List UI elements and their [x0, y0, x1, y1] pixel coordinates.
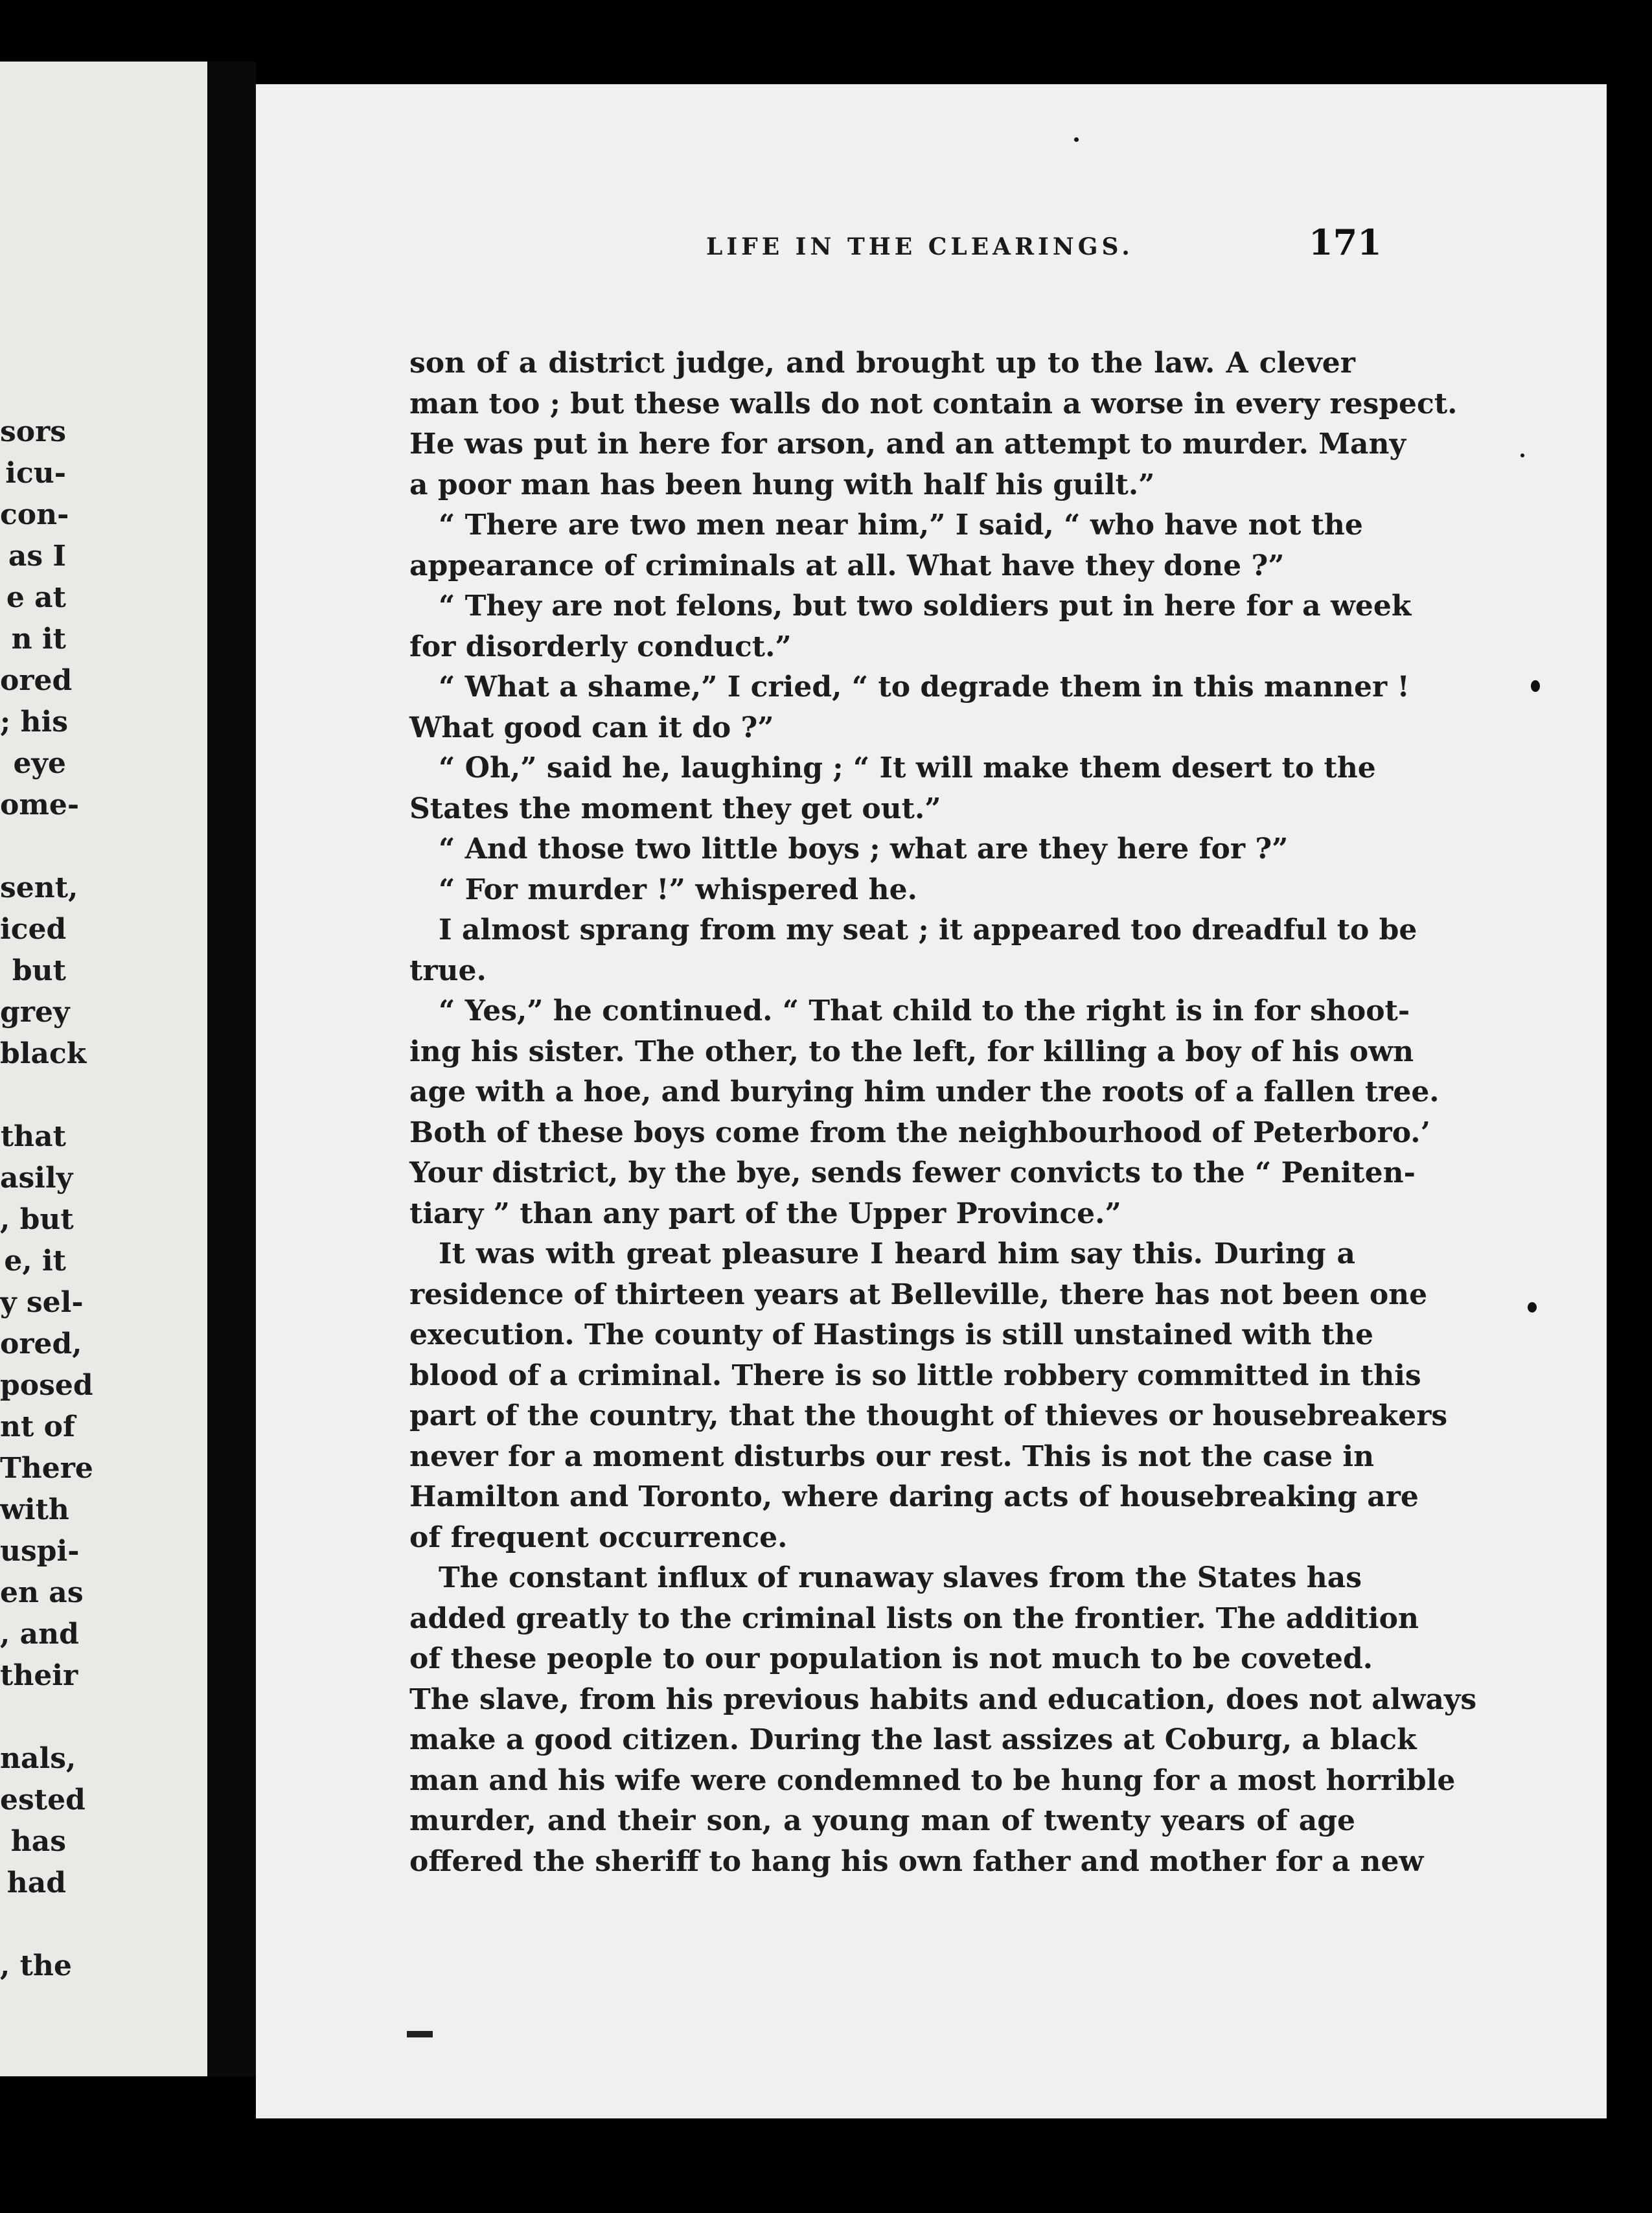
ink-mark: [407, 2031, 433, 2037]
left-fragment-line: [0, 826, 66, 867]
text-line: of these people to our population is not much to be coveted.: [409, 1642, 1373, 1675]
left-fragment-line: black: [0, 1037, 87, 1070]
text-line: Both of these boys come from the neighbourhood of Peterboro.’: [409, 1116, 1430, 1149]
page-header: [447, 214, 1382, 266]
left-fragment-line: their: [0, 1659, 78, 1692]
left-fragment-line: has: [10, 1825, 66, 1858]
left-facing-page: [0, 62, 207, 2076]
left-fragment-line: n it: [11, 623, 66, 656]
text-line: never for a moment disturbs our rest. This is not the case in: [409, 1439, 1375, 1473]
text-line: age with a hoe, and burying him under the roots of a fallen tree.: [409, 1075, 1440, 1108]
text-line: What good can it do ?”: [409, 711, 774, 744]
left-fragment-line: e, it: [4, 1244, 66, 1278]
text-line: added greatly to the criminal lists on the frontier. The addition: [409, 1601, 1419, 1635]
left-fragment-line: ; his: [0, 705, 69, 739]
text-line: man too ; but these walls do not contain a worse in every respect.: [409, 387, 1458, 420]
running-head: LIFE IN THE CLEARINGS.: [706, 233, 1134, 260]
text-line: “ Oh,” said he, laughing ; “ It will make them desert to the: [439, 751, 1376, 785]
text-line: appearance of criminals at all. What have they done ?”: [409, 549, 1285, 582]
left-fragment-line: as I: [8, 540, 66, 573]
left-fragment-line: sent,: [0, 871, 78, 904]
left-fragment-line: but: [12, 954, 66, 987]
text-line: residence of thirteen years at Belleville, there has not been one: [409, 1278, 1428, 1311]
text-line: man and his wife were condemned to be hung for a most horrible: [409, 1763, 1456, 1797]
left-fragment-line: [0, 1697, 66, 1738]
left-fragment-line: grey: [0, 996, 70, 1029]
left-fragment-line: ored,: [0, 1327, 82, 1360]
left-fragment-line: [0, 1075, 66, 1116]
text-line: “ And those two little boys ; what are they here for ?”: [439, 832, 1289, 866]
text-line: offered the sheriff to hang his own father and mother for a new: [409, 1844, 1424, 1878]
left-fragment-line: sors: [0, 415, 67, 448]
left-fragment-line: eye: [13, 747, 66, 780]
text-line: Your district, by the bye, sends fewer convicts to the “ Peniten-: [409, 1156, 1416, 1189]
left-fragment-line: posed: [0, 1369, 93, 1402]
text-line: “ They are not felons, but two soldiers put in here for a week: [439, 590, 1412, 623]
left-fragment-line: y sel-: [0, 1286, 84, 1319]
text-line: blood of a criminal. There is so little robbery committed in this: [409, 1359, 1421, 1392]
book-gutter: [207, 62, 256, 2076]
text-line: “ There are two men near him,” I said, “ who have not the: [439, 509, 1363, 542]
text-line: tiary ” than any part of the Upper Province.”: [409, 1197, 1121, 1230]
text-line: I almost sprang from my seat ; it appeared too dreadful to be: [439, 913, 1417, 946]
text-line: ing his sister. The other, to the left, for killing a boy of his own: [409, 1035, 1414, 1068]
left-fragment-line: ome-: [0, 788, 80, 821]
left-fragment-line: nt of: [0, 1410, 75, 1443]
left-fragment-line: ested: [0, 1783, 86, 1817]
left-fragment-line: iced: [0, 913, 67, 946]
ink-speck: [1528, 1302, 1537, 1313]
left-fragment-line: [0, 1904, 66, 1945]
text-line: part of the country, that the thought of thieves or housebreakers: [409, 1399, 1448, 1432]
text-line: He was put in here for arson, and an attempt to murder. Many: [409, 428, 1406, 461]
text-line: States the moment they get out.”: [409, 792, 941, 825]
text-line: The constant influx of runaway slaves from the States has: [439, 1561, 1362, 1594]
left-fragment-line: e at: [6, 581, 66, 614]
left-fragment-line: with: [0, 1493, 69, 1526]
text-line: make a good citizen. During the last assizes at Coburg, a black: [409, 1723, 1417, 1756]
left-fragment-line: , the: [0, 1949, 72, 1982]
text-line: Hamilton and Toronto, where daring acts of housebreaking are: [409, 1480, 1419, 1513]
text-line: a poor man has been hung with half his guilt.”: [409, 468, 1155, 501]
left-fragment-line: uspi-: [0, 1535, 80, 1568]
text-line: The slave, from his previous habits and education, does not always: [409, 1682, 1477, 1716]
text-line: execution. The county of Hastings is still unstained with the: [409, 1318, 1373, 1351]
left-fragment-line: ored: [0, 664, 73, 697]
left-fragment-line: icu-: [5, 457, 66, 490]
text-line: “ What a shame,” I cried, “ to degrade them in this manner !: [439, 671, 1410, 704]
page-number: 171: [1309, 222, 1382, 263]
left-fragment-line: that: [0, 1120, 66, 1153]
left-fragment-line: had: [6, 1866, 66, 1899]
text-line: of frequent occurrence.: [409, 1520, 788, 1554]
left-fragment-line: , but: [0, 1203, 74, 1236]
text-line: “ For murder !” whispered he.: [439, 873, 917, 906]
text-line: It was with great pleasure I heard him say this. During a: [439, 1237, 1355, 1270]
text-line: “ Yes,” he continued. “ That child to the right is in for shoot-: [439, 994, 1410, 1027]
text-line: for disorderly conduct.”: [409, 630, 792, 663]
left-fragment-line: en as: [0, 1576, 84, 1609]
ink-speck: [1074, 137, 1079, 142]
left-fragment-line: con-: [0, 498, 69, 531]
body-text: [409, 343, 1477, 1882]
left-fragment-line: There: [0, 1452, 93, 1485]
left-fragment-line: , and: [0, 1618, 79, 1651]
left-fragment-line: nals,: [0, 1742, 76, 1775]
ink-speck: [1531, 680, 1540, 692]
text-line: true.: [409, 954, 487, 987]
left-page-text-fragments: [0, 411, 93, 1987]
text-line: murder, and their son, a young man of twenty years of age: [409, 1804, 1355, 1837]
ink-speck: [1520, 453, 1524, 457]
text-line: son of a district judge, and brought up to the law. A clever: [409, 347, 1355, 380]
left-fragment-line: asily: [0, 1162, 73, 1195]
